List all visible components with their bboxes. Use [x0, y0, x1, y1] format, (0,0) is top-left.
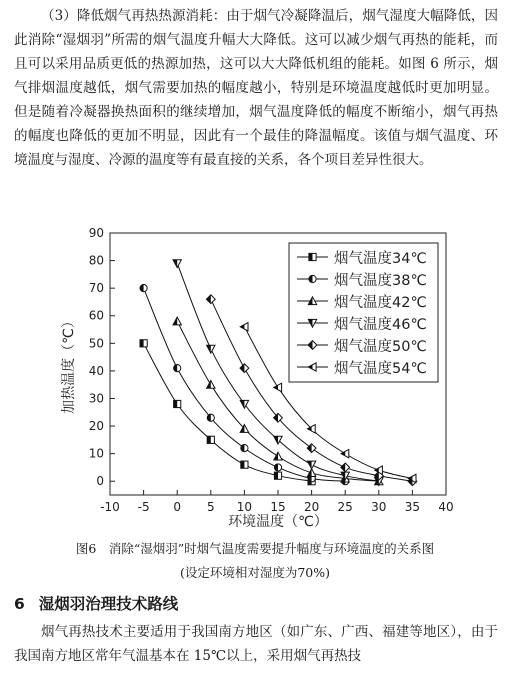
- marker-fill: [140, 340, 144, 347]
- x-axis-label: 环境温度（℃）: [228, 514, 328, 530]
- data-point: [207, 380, 215, 388]
- figure-caption-note: (设定环境相对湿度为70%): [179, 565, 331, 580]
- marker-fill: [341, 463, 345, 472]
- y-tick-label: 10: [88, 446, 104, 461]
- marker-fill: [174, 400, 178, 407]
- data-point: [207, 345, 215, 353]
- y-tick-label: 60: [88, 308, 104, 323]
- data-point: [174, 365, 181, 372]
- figure-caption: 图6 消除“湿烟羽”时烟气温度需要提升幅度与环境温度的关系图: [75, 541, 435, 556]
- x-tick-label: 15: [270, 500, 286, 514]
- data-point: [341, 463, 350, 472]
- legend-label: 烟气温度46℃: [334, 317, 427, 333]
- data-point: [173, 260, 181, 268]
- legend-label: 烟气温度54℃: [334, 361, 427, 377]
- data-point: [274, 464, 281, 471]
- data-point: [274, 472, 281, 479]
- x-tick-label: 20: [303, 500, 320, 514]
- y-tick-label: 80: [88, 253, 104, 268]
- body-paragraph-1: （3）降低烟气再热热源消耗：由于烟气冷凝降温后，烟气湿度大幅降低，因此消除“湿烟羽”所需的烟气温度升幅大大降低。这可以减少烟气再热的能耗，而且可以采用品质更低的热源加热，这可以大大降低机组的能耗。如图 6 所示，烟气排烟温度越低，烟气需要加热的幅度越小，特别是环境温度越低时更加明显。但是随着冷凝器换热面积的继续增加，烟气温度降低的幅度不断缩小，烟气再热的幅度也降低的更加不明显，因此有一个最佳的降温幅度。该值与烟气温度、环境温度与湿度、冷源的温度等有最直接的关系，各个项目差异性很大。: [14, 8, 498, 168]
- legend-marker: [309, 275, 316, 282]
- data-point: [240, 323, 248, 331]
- series-line: [144, 343, 312, 481]
- x-tick-label: 40: [438, 500, 454, 514]
- data-point: [207, 414, 214, 421]
- data-point: [173, 317, 181, 325]
- data-point: [206, 295, 215, 304]
- legend-marker: [309, 253, 316, 260]
- data-point: [274, 452, 282, 460]
- data-point: [140, 285, 147, 292]
- marker-fill: [207, 345, 211, 353]
- legend-label: 烟气温度38℃: [334, 273, 427, 289]
- chart-legend: [289, 243, 438, 382]
- data-point: [241, 461, 248, 468]
- marker-fill: [241, 461, 245, 468]
- data-point: [307, 444, 316, 453]
- x-axis-ticks: [100, 490, 453, 514]
- legend-label: 烟气温度34℃: [334, 251, 427, 267]
- data-point: [307, 461, 315, 469]
- y-tick-label: 0: [96, 474, 104, 489]
- data-point: [207, 436, 214, 443]
- data-point: [240, 400, 248, 408]
- x-tick-label: 0: [173, 500, 182, 514]
- section-title: 湿烟羽治理技术路线: [38, 595, 179, 613]
- x-tick-label: 5: [206, 500, 215, 514]
- y-axis-label: 加热温度（℃）: [61, 314, 77, 414]
- marker-fill: [274, 472, 278, 479]
- body-paragraph-2: 烟气再热技术主要适用于我国南方地区（如广东、广西、福建等地区），由于我国南方地区常年气温基本在 15℃以上，采用烟气再热技: [14, 624, 498, 664]
- marker-fill: [309, 253, 313, 260]
- legend-label: 烟气温度50℃: [334, 339, 427, 355]
- x-tick-label: 10: [236, 500, 253, 514]
- x-tick-label: -10: [100, 500, 120, 514]
- data-point: [174, 400, 181, 407]
- x-tick-label: 25: [337, 500, 353, 514]
- y-tick-label: 90: [88, 226, 104, 240]
- data-point: [241, 445, 248, 452]
- marker-fill: [206, 295, 210, 304]
- y-tick-label: 70: [88, 281, 104, 296]
- data-point: [240, 364, 249, 373]
- x-tick-label: 30: [371, 500, 387, 514]
- x-tick-label: 35: [404, 500, 421, 514]
- figure-6-chart: [0, 222, 510, 538]
- x-tick-label: -5: [137, 500, 150, 514]
- y-axis-ticks: [89, 226, 115, 488]
- legend-label: 烟气温度42℃: [334, 295, 427, 311]
- section-number: 6: [14, 595, 25, 613]
- y-tick-label: 30: [88, 391, 104, 406]
- y-tick-label: 50: [88, 336, 104, 351]
- y-tick-label: 20: [88, 419, 104, 434]
- marker-fill: [207, 436, 211, 443]
- data-point: [341, 449, 349, 457]
- data-point: [140, 340, 147, 347]
- section-heading: [14, 592, 178, 614]
- data-point: [274, 383, 282, 391]
- y-tick-label: 40: [88, 363, 104, 378]
